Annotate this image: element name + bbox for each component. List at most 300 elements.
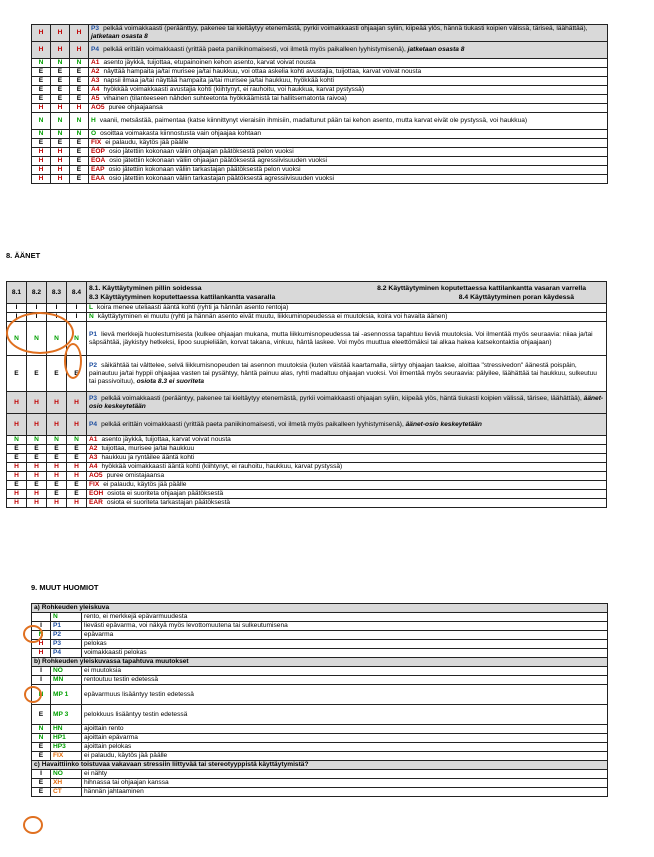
description-cell xyxy=(87,313,607,322)
grade-cell: N xyxy=(27,436,47,445)
header-8-1: 8.1. Käyttäytyminen pillin soidessa xyxy=(89,284,202,292)
grade-cell: E xyxy=(51,77,70,86)
description-cell xyxy=(89,175,608,184)
row-code: A2 xyxy=(89,445,98,452)
grade-cell: H xyxy=(7,490,27,499)
row-note: äänet-osio keskeytetään xyxy=(405,420,482,428)
grade-cell: H xyxy=(47,472,67,481)
grade-cell: E xyxy=(70,166,89,175)
table-row xyxy=(7,463,607,472)
grade-cell: E xyxy=(32,95,51,104)
grade-cell: E xyxy=(7,454,27,463)
grade-cell: N xyxy=(47,436,67,445)
row-text: ei palaudu, käytös jää päälle xyxy=(103,481,187,488)
grade-cell: H xyxy=(7,392,27,414)
row-text: hyökkää voimakkaasti avustajia kohti (kiihtynyt, ei rauhoitu, voi haukkua, karvat pystyssä) xyxy=(103,86,365,93)
code-cell: P1 xyxy=(51,622,82,631)
row-text: pelkää voimakkaasti (perääntyy, pakenee tai kieltäytyy etenemästä, pyrkii voimakkaasti ohjaajan syliin, kiipeää ylös, häntä tiukasti koipien välissä, tärisee, läähättää), xyxy=(101,394,582,402)
table-row xyxy=(32,25,608,42)
row-code: P4 xyxy=(89,420,98,428)
grade-cell: E xyxy=(70,157,89,166)
grade-cell: H xyxy=(51,104,70,113)
table-row xyxy=(7,392,607,414)
header-8-3: 8.3 Käyttäytyminen koputettaessa kattilankantta vasaralla xyxy=(89,293,276,301)
section-9-title: 9. MUUT HUOMIOT xyxy=(31,583,99,592)
description-cell xyxy=(89,157,608,166)
description-cell: hännän jahtaaminen xyxy=(82,788,608,797)
row-text: asento jäykkä, tuijottaa, karvat voivat nousta xyxy=(101,436,231,443)
grade-cell: N xyxy=(70,130,89,139)
row-code: A4 xyxy=(91,86,100,93)
table-row xyxy=(32,113,608,130)
row-code: L xyxy=(89,304,94,311)
code-cell: XH xyxy=(51,779,82,788)
description-cell xyxy=(87,472,607,481)
row-note: äänet-osio keskeytetään xyxy=(89,394,604,410)
row-code: A4 xyxy=(89,463,98,470)
grade-cell: E xyxy=(47,490,67,499)
grade-cell: N xyxy=(7,436,27,445)
grade-cell: N xyxy=(70,59,89,68)
row-code: P2 xyxy=(89,361,98,369)
code-cell: HP1 xyxy=(51,734,82,743)
description-cell xyxy=(87,436,607,445)
row-text: haukkuu ja ryntäilee ääntä kohti xyxy=(101,454,195,461)
grade-cell: H xyxy=(47,414,67,436)
grade-cell: E xyxy=(51,86,70,95)
code-cell: HN xyxy=(51,725,82,734)
row-code: AO5 xyxy=(89,472,103,479)
grade-cell: H xyxy=(51,166,70,175)
grade-cell: E xyxy=(32,139,51,148)
description-cell xyxy=(87,322,607,356)
description-cell: pelokas xyxy=(82,640,608,649)
row-code: EAA xyxy=(91,175,105,182)
grade-cell: H xyxy=(27,392,47,414)
grade-cell: E xyxy=(32,77,51,86)
grade-cell: H xyxy=(27,414,47,436)
table-row xyxy=(32,613,608,622)
row-code: A3 xyxy=(89,454,98,461)
grade-cell: I xyxy=(32,770,51,779)
grade-cell: N xyxy=(70,113,89,130)
description-cell xyxy=(89,130,608,139)
grade-cell: N xyxy=(32,631,51,640)
table-row xyxy=(32,640,608,649)
grade-cell: E xyxy=(70,68,89,77)
row-text: ei palaudu, käytös jää päälle xyxy=(105,139,189,146)
table-row xyxy=(7,490,607,499)
description-cell xyxy=(89,77,608,86)
row-code: A2 xyxy=(91,68,100,75)
row-text: pelkää voimakkaasti (peräänttyy, pakenee tai kieltäytyy etenemästä, pyrkii voimakkaasti ohjaajan syliin, kiipeää ylös, hännä tiukasti koipien välissä, täriseä, läähättää), xyxy=(103,25,588,32)
annotation-circle xyxy=(23,816,43,834)
row-note: jatketaan osasta 8 xyxy=(91,33,148,40)
row-code: P4 xyxy=(91,46,100,53)
row-text: puree omistajaansa xyxy=(106,472,165,479)
grade-cell: E xyxy=(70,95,89,104)
grade-cell: H xyxy=(67,414,87,436)
table-row xyxy=(32,676,608,685)
grade-cell: I xyxy=(7,304,27,313)
description-cell xyxy=(89,166,608,175)
description-cell xyxy=(87,454,607,463)
row-text: pelkää erittäin voimakkaasti (yrittää paeta paniikinomaisesti, voi ilmetä myös paikalleen lyyhistymisenä), xyxy=(101,420,404,428)
section-header-row xyxy=(32,604,608,613)
description-cell xyxy=(87,445,607,454)
grade-cell: E xyxy=(32,779,51,788)
row-code: EOA xyxy=(91,157,106,164)
grade-cell: H xyxy=(7,472,27,481)
fear-aggression-table xyxy=(31,24,608,184)
grade-cell: H xyxy=(27,472,47,481)
row-text: osio jätettiin kokonaan väliin tarkastajan päätöksestä agressiivisuuden vuoksi xyxy=(108,175,334,182)
grade-cell: H xyxy=(7,499,27,508)
grade-cell: E xyxy=(7,481,27,490)
code-cell: NO xyxy=(51,770,82,779)
grade-cell: E xyxy=(67,356,87,392)
grade-cell: N xyxy=(67,436,87,445)
row-code: A1 xyxy=(89,436,98,443)
row-code: EAR xyxy=(89,499,103,506)
grade-cell: H xyxy=(32,25,51,42)
table-row xyxy=(32,779,608,788)
grade-cell: H xyxy=(7,414,27,436)
grade-cell: H xyxy=(67,463,87,472)
code-cell: P2 xyxy=(51,631,82,640)
row-note: jatketaan osasta 8 xyxy=(407,46,465,53)
grade-cell: E xyxy=(67,481,87,490)
code-cell: P4 xyxy=(51,649,82,658)
grade-cell: E xyxy=(51,139,70,148)
grade-cell: E xyxy=(27,445,47,454)
grade-cell: H xyxy=(51,25,70,42)
header-8-2: 8.2 Käyttäytyminen koputettaessa kattilankantta vasaran varrella xyxy=(377,284,586,292)
grade-cell: E xyxy=(32,68,51,77)
grade-cell: E xyxy=(67,454,87,463)
grade-cell: H xyxy=(32,42,51,59)
table-row xyxy=(32,175,608,184)
grade-cell: H xyxy=(47,499,67,508)
table-row xyxy=(7,454,607,463)
col-8-2: 8.2 xyxy=(27,282,47,304)
row-code: A5 xyxy=(91,95,100,102)
row-text: osio jätettiin kokonaan väliin ohjaajan päätöksestä agressiivisuuden vuoksi xyxy=(109,157,328,164)
row-text: osio jätettiin kokonaan väliin tarkastajan päätöksestä pelon vuoksi xyxy=(108,166,301,173)
description-cell xyxy=(89,113,608,130)
grade-cell: N xyxy=(67,322,87,356)
grade-cell: E xyxy=(70,139,89,148)
grade-cell: N xyxy=(51,113,70,130)
section-header-row xyxy=(32,658,608,667)
row-text: säikähtää tai välttelee, selvä liikkumisnopeuden tai asennon muutoksia (kuten väistää kaartamalla, siirtyy ohjaajan taakse, aloittaa "stressivedon" äänestä poispäin, painautuu ja/tai hyppii ohjaajaa vasten tai pysähtyy, häntä painuu alas, ryhti madaltuu ohjaajan vuoksi. Voi ilmentää myös seuraavia: pälyilee, läähättää tai haukkuu, sulkeutuu tai passivoituu), xyxy=(89,361,597,385)
col-8-3: 8.3 xyxy=(47,282,67,304)
grade-cell: H xyxy=(47,463,67,472)
row-code: AO5 xyxy=(91,104,105,111)
grade-cell: I xyxy=(47,304,67,313)
table-row xyxy=(32,788,608,797)
table-row xyxy=(7,481,607,490)
table-row xyxy=(32,86,608,95)
table-row xyxy=(7,322,607,356)
section-8-title: 8. ÄÄNET xyxy=(6,251,41,260)
row-code: A3 xyxy=(91,77,100,84)
table-row xyxy=(7,304,607,313)
grade-cell: N xyxy=(32,59,51,68)
row-code: P3 xyxy=(89,394,98,402)
row-code: EAP xyxy=(91,166,105,173)
grade-cell: H xyxy=(32,148,51,157)
description-cell: rento, ei merkkejä epävarmuudesta xyxy=(82,613,608,622)
table-row xyxy=(32,77,608,86)
description-cell: ajoittain rento xyxy=(82,725,608,734)
description-cell xyxy=(87,481,607,490)
grade-cell: I xyxy=(32,622,51,631)
table-row xyxy=(32,59,608,68)
grade-cell: N xyxy=(32,725,51,734)
grade-cell: H xyxy=(7,463,27,472)
grade-cell: E xyxy=(47,356,67,392)
row-note: osiota 8.3 ei suoriteta xyxy=(136,377,205,385)
grade-cell: H xyxy=(51,148,70,157)
grade-cell: E xyxy=(7,445,27,454)
table-row xyxy=(32,705,608,725)
section-header: b) Rohkeuden yleiskuvassa tapahtuva muutokset xyxy=(32,658,608,667)
grade-cell: N xyxy=(32,685,51,705)
grade-cell: H xyxy=(27,490,47,499)
description-cell: ei palaudu, käytös jää päälle xyxy=(82,752,608,761)
section-header: a) Rohkeuden yleiskuva xyxy=(32,604,608,613)
grade-cell: H xyxy=(67,472,87,481)
table-row xyxy=(32,667,608,676)
description-cell xyxy=(89,104,608,113)
row-text: asento jäykkä, tuijottaa, etupainoinen kehon asento, karvat voivat nousta xyxy=(103,59,316,66)
table-row xyxy=(32,104,608,113)
grade-cell: H xyxy=(27,463,47,472)
description-cell xyxy=(87,414,607,436)
grade-cell: H xyxy=(32,175,51,184)
row-text: osiota ei suoriteta tarkastajan päätöksestä xyxy=(106,499,231,506)
table-row xyxy=(32,148,608,157)
row-text: osoittaa voimakasta kiinnostusta vain ohjaajaa kohtaan xyxy=(100,130,262,137)
row-text: lievä merkkejä huolestumisesta (kulkee ohjaajan mukana, mutta liikkumisnopeudessa tai -asennossa tapahtuu lieviä muutoksia. Voi ilmentää myös seuraavia: niiaa ja/tai säpsähtää, jäykistyy hetkeksi, lipoo suupieliään, korvat takana, vinkuu, häntä laskee. Voi myös muuttua eleettömäksi tai alkaa hakea katsekontaktia ohjaajaan) xyxy=(89,330,593,346)
grade-cell: N xyxy=(51,130,70,139)
grade-cell: E xyxy=(47,454,67,463)
table-row xyxy=(32,42,608,59)
grade-cell: I xyxy=(27,304,47,313)
description-cell xyxy=(87,463,607,472)
code-cell: MP 3 xyxy=(51,705,82,725)
grade-cell: E xyxy=(67,490,87,499)
row-code: FIX xyxy=(89,481,100,488)
section-header: c) Havaittiinko toistuvaa vakavaan stressiin liittyvää tai stereotyyppistä käyttäytymistä? xyxy=(32,761,608,770)
grade-cell: H xyxy=(32,649,51,658)
grade-cell: E xyxy=(70,175,89,184)
grade-cell: E xyxy=(27,454,47,463)
row-code: EOH xyxy=(89,490,104,497)
description-cell: ajoittain pelokas xyxy=(82,743,608,752)
grade-cell: E xyxy=(27,481,47,490)
row-text: vihainen (tilanteeseen nähden suhteetonta hyökkäämistä tai hallitsematonta raivoa) xyxy=(103,95,347,102)
description-cell xyxy=(89,25,608,42)
grade-cell: H xyxy=(51,42,70,59)
grade-cell: N xyxy=(32,113,51,130)
description-cell: pelokkuus lisääntyy testin edetessä xyxy=(82,705,608,725)
grade-cell: H xyxy=(67,499,87,508)
grade-cell: E xyxy=(70,77,89,86)
row-code: P1 xyxy=(89,330,98,338)
grade-cell: E xyxy=(32,86,51,95)
code-cell: MN xyxy=(51,676,82,685)
table-row xyxy=(32,770,608,779)
description-cell: voimakkaasti pelokas xyxy=(82,649,608,658)
grade-cell: E xyxy=(32,788,51,797)
table-row xyxy=(7,414,607,436)
description-cell xyxy=(89,86,608,95)
table-row xyxy=(32,725,608,734)
grade-cell: I xyxy=(67,304,87,313)
grade-cell: E xyxy=(51,95,70,104)
description-cell: rentoutuu testin edetessä xyxy=(82,676,608,685)
grade-cell: H xyxy=(70,25,89,42)
description-cell xyxy=(87,304,607,313)
row-code: FIX xyxy=(91,139,102,146)
grade-cell: I xyxy=(32,676,51,685)
row-code: P3 xyxy=(91,25,100,32)
table-row xyxy=(7,436,607,445)
sounds-table xyxy=(6,281,607,508)
description-cell xyxy=(87,499,607,508)
description-cell xyxy=(89,42,608,59)
grade-cell: H xyxy=(27,499,47,508)
row-text: napsii ilmaa ja/tai näyttää hampaita ja/tai murisee ja/tai haukkuu, hyökkää kohti xyxy=(103,77,334,84)
table-row xyxy=(7,445,607,454)
row-text: näyttää hampaita ja/tai murisee ja/tai haukkuu, voi ottaa askelia kohti avustajia, tuijottaa, karvat voivat nousta xyxy=(103,68,422,75)
description-cell: hihnassa tai ohjaajan kanssa xyxy=(82,779,608,788)
grade-cell: H xyxy=(32,166,51,175)
grade-cell: E xyxy=(32,705,51,725)
table-row xyxy=(32,685,608,705)
table-row xyxy=(32,130,608,139)
description-cell xyxy=(89,95,608,104)
table-row xyxy=(32,743,608,752)
grade-cell: E xyxy=(32,752,51,761)
grade-cell: E xyxy=(70,86,89,95)
description-cell xyxy=(89,139,608,148)
grade-cell: H xyxy=(51,175,70,184)
grade-cell: I xyxy=(32,667,51,676)
description-cell xyxy=(89,59,608,68)
grade-cell: E xyxy=(27,356,47,392)
description-cell: lievästi epävarma, voi näkyä myös levottomuutena tai sulkeutumisena xyxy=(82,622,608,631)
code-cell: N xyxy=(51,613,82,622)
row-code: EOP xyxy=(91,148,105,155)
row-code: A1 xyxy=(91,59,100,66)
grade-cell: E xyxy=(32,743,51,752)
grade-cell: N xyxy=(7,322,27,356)
grade-cell: I xyxy=(67,313,87,322)
row-text: pelkää erittäin voimakkaasti (yrittää paeta paniikinomaisesti, voi ilmetä myös paikalleen lyyhistymisenä), xyxy=(103,46,406,53)
table-row xyxy=(32,95,608,104)
row-code: N xyxy=(89,313,94,320)
row-text: osio jätettiin kokonaan väliin ohjaajan päätöksestä pelon vuoksi xyxy=(108,148,294,155)
grade-cell: E xyxy=(67,445,87,454)
table-row xyxy=(32,752,608,761)
grade-cell: H xyxy=(67,392,87,414)
table-row xyxy=(32,139,608,148)
code-cell: MP 1 xyxy=(51,685,82,705)
row-text: koira menee uteliaasti ääntä kohti (ryhti ja hännän asento rentoja) xyxy=(97,304,289,311)
description-cell: ajoittain epävarma xyxy=(82,734,608,743)
grade-cell: I xyxy=(7,313,27,322)
row-code: O xyxy=(91,130,97,137)
description-cell xyxy=(89,148,608,157)
description-cell xyxy=(87,356,607,392)
grade-cell: N xyxy=(32,130,51,139)
grade-cell: H xyxy=(32,640,51,649)
grade-cell: H xyxy=(51,157,70,166)
row-text: tuijottaa, murisee ja/tai haukkuu xyxy=(101,445,195,452)
description-cell xyxy=(87,490,607,499)
description-cell xyxy=(89,68,608,77)
table-row xyxy=(32,68,608,77)
table-row xyxy=(32,734,608,743)
grade-cell: H xyxy=(70,104,89,113)
grade-cell: H xyxy=(32,104,51,113)
table-row xyxy=(32,622,608,631)
grade-cell: E xyxy=(47,481,67,490)
col-8-1: 8.1 xyxy=(7,282,27,304)
code-cell: FIX xyxy=(51,752,82,761)
code-cell: NO xyxy=(51,667,82,676)
grade-cell: N xyxy=(51,59,70,68)
description-cell: ei muutoksia xyxy=(82,667,608,676)
description-cell: epävarma xyxy=(82,631,608,640)
table-row xyxy=(32,631,608,640)
grade-cell: H xyxy=(32,157,51,166)
grade-cell: N xyxy=(32,734,51,743)
table-row xyxy=(7,313,607,322)
grade-cell xyxy=(32,613,51,622)
code-cell: CT xyxy=(51,788,82,797)
grade-cell: E xyxy=(7,356,27,392)
grade-cell: E xyxy=(51,68,70,77)
section-header-row xyxy=(32,761,608,770)
code-cell: P3 xyxy=(51,640,82,649)
grade-cell: H xyxy=(70,42,89,59)
description-cell xyxy=(87,392,607,414)
grade-cell: H xyxy=(47,392,67,414)
grade-cell: I xyxy=(27,313,47,322)
row-text: osiota ei suoriteta ohjaajan päätöksestä xyxy=(107,490,224,497)
grade-cell: E xyxy=(70,148,89,157)
col-8-4: 8.4 xyxy=(67,282,87,304)
table-row xyxy=(32,649,608,658)
table-row xyxy=(32,157,608,166)
table-row xyxy=(7,472,607,481)
table-row xyxy=(32,166,608,175)
row-code: H xyxy=(91,117,96,124)
table-row xyxy=(7,356,607,392)
other-notes-table xyxy=(31,603,608,797)
sounds-header xyxy=(87,282,607,304)
grade-cell: N xyxy=(27,322,47,356)
table-row xyxy=(7,499,607,508)
row-text: puree ohjaajaansa xyxy=(108,104,163,111)
header-8-4: 8.4 Käyttäytyminen poran käydessä xyxy=(458,293,574,301)
grade-cell: E xyxy=(47,445,67,454)
description-cell: epävarmuus lisääntyy testin edetessä xyxy=(82,685,608,705)
